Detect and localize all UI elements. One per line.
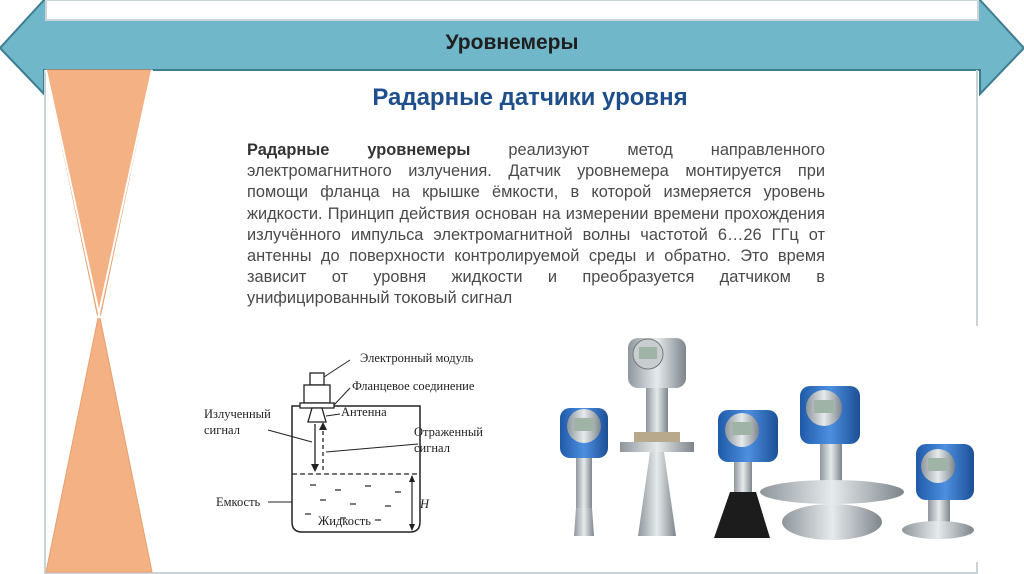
label-h: H	[420, 497, 430, 511]
label-reflected-1: Отраженный	[414, 425, 483, 439]
banner-title: Уровнемеры	[445, 31, 579, 54]
paragraph-text: реализуют метод направленного электромагнитного излучения. Датчик уровнемера монтируется при помощи фланца на крышке ёмкости, в которой измеряется уровень жидкости. Принцип действия основан на измерении времени прохождения излучённого импульса электромагнитной волны частотой 6…26 ГГц от антенны до поверхности контролируемой среды и обратно. Это время зависит от уровня жидкости и преобразуется датчиком в унифицированный токовый сигнал	[247, 141, 825, 308]
label-emitted-2: сигнал	[204, 423, 240, 437]
slide-heading: Радарные датчики уровня	[372, 84, 688, 111]
label-antenna: Антенна	[341, 405, 387, 419]
label-electronic-module: Электронный модуль	[360, 351, 474, 365]
label-reflected-2: сигнал	[414, 441, 450, 455]
label-tank: Емкость	[216, 495, 261, 509]
label-emitted-1: Излученный	[204, 407, 271, 421]
radar-level-diagram	[200, 340, 520, 540]
hourglass-decoration	[40, 68, 155, 574]
radar-sensors-photo	[548, 326, 994, 562]
label-liquid: Жидкость	[318, 514, 371, 528]
paragraph-bold: Радарные уровнемеры	[247, 141, 471, 159]
label-flange: Фланцевое соединение	[352, 379, 475, 393]
description-paragraph	[247, 140, 825, 310]
